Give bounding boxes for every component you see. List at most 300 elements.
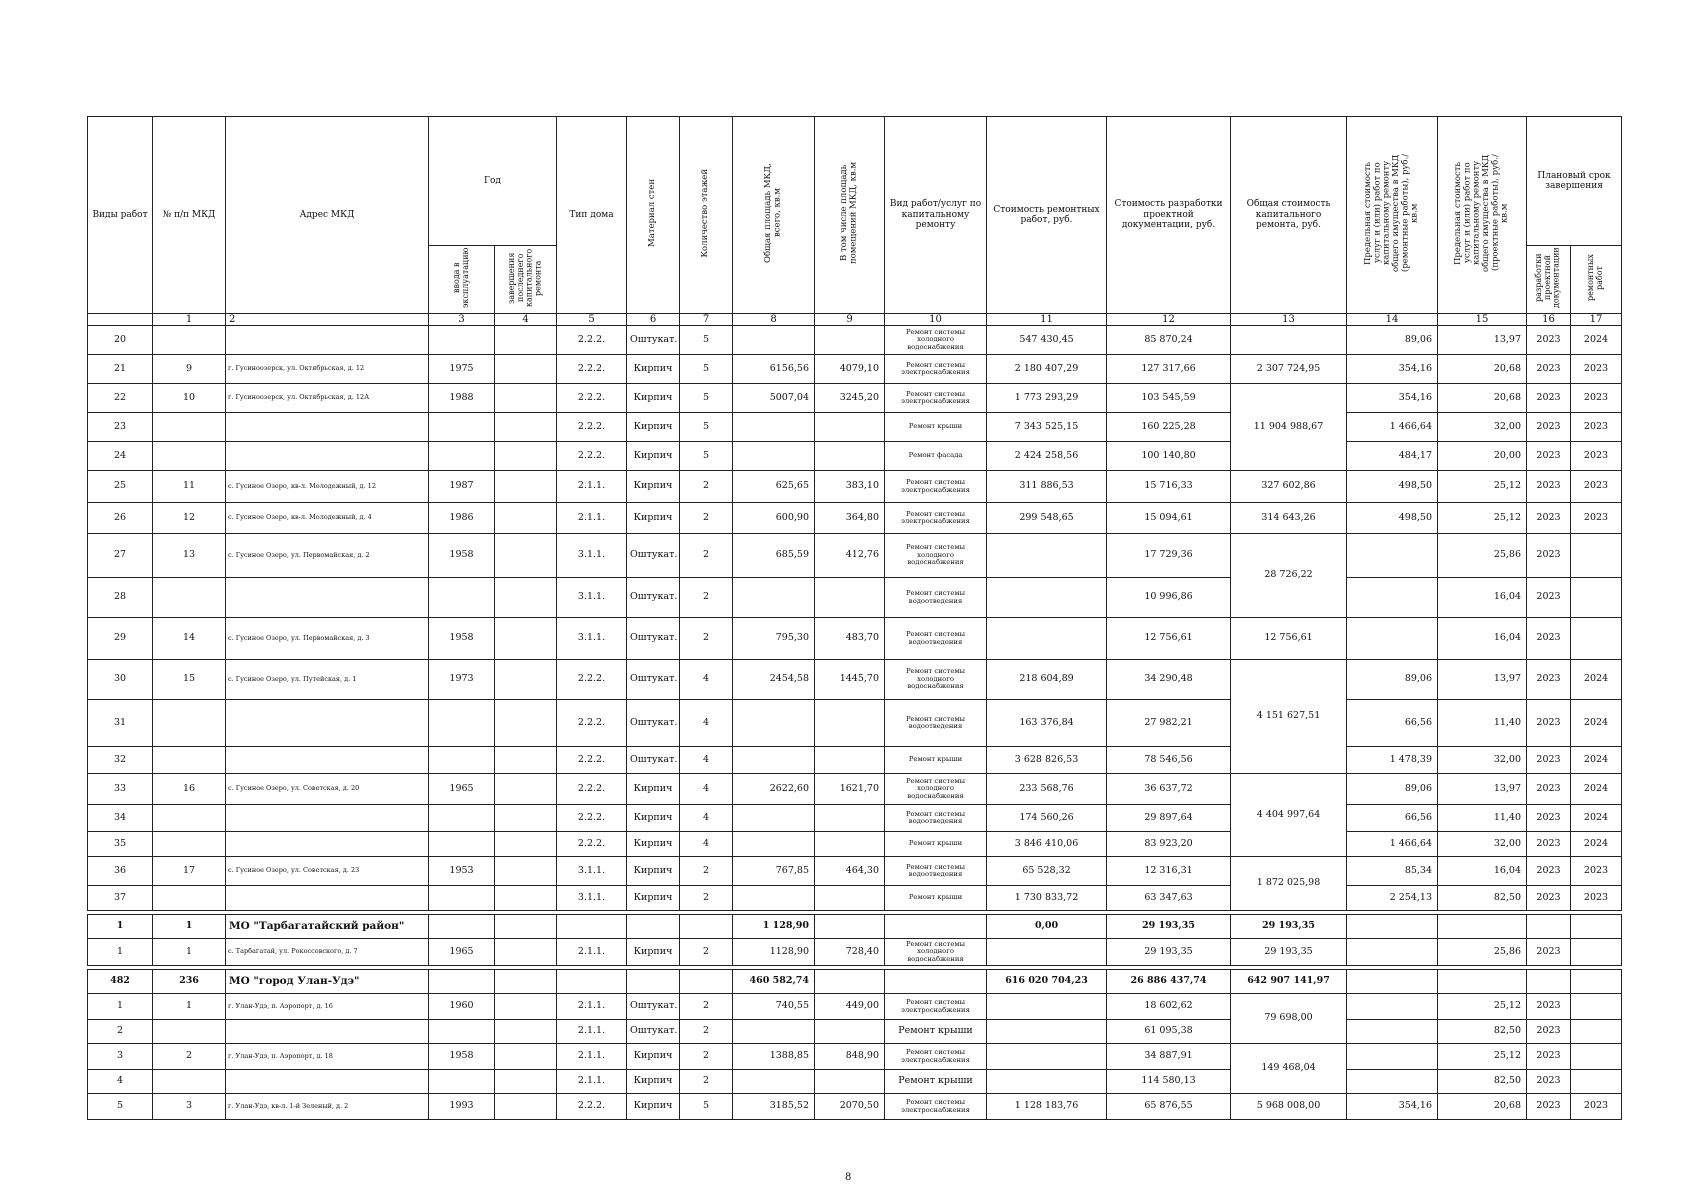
capital-repair-table-sheet (87, 116, 1621, 1120)
cell-num: 16 (153, 774, 226, 805)
cell-house-type: 2.1.1. (557, 939, 627, 966)
cell-floors: 4 (680, 805, 733, 832)
cell-year (429, 886, 495, 911)
table-row (88, 442, 1622, 471)
cell-repair-cost (987, 1020, 1107, 1044)
cell-total-cost: 314 643,26 (1231, 503, 1347, 534)
header-repair-cost: Стоимость ремонтных работ, руб. (987, 117, 1107, 314)
cell-house-type: 2.1.1. (557, 1020, 627, 1044)
cell-total-cost: 79 698,00 (1231, 994, 1347, 1044)
cell-work: Ремонт системы водоотведения (885, 805, 987, 832)
cell-repair-cost: 299 548,65 (987, 503, 1107, 534)
cell-num: 14 (153, 618, 226, 660)
cell-wall: Оштукат. (627, 700, 680, 747)
cell-design-cost: 27 982,21 (1107, 700, 1231, 747)
municipality-name: МО "город Улан-Удэ" (226, 970, 429, 994)
cell-wall: Кирпич (627, 774, 680, 805)
header-year-commission: ввода в эксплуатацию (429, 246, 495, 314)
cell-work: Ремонт системы водоотведения (885, 700, 987, 747)
cell-work-type: 1 (88, 939, 153, 966)
cell-year: 1958 (429, 1044, 495, 1070)
cell-num (153, 1020, 226, 1044)
cell-deadline-repair: 2023 (1571, 384, 1622, 413)
cell-house-type: 2.2.2. (557, 700, 627, 747)
cell-deadline-repair (1571, 994, 1622, 1020)
table-row (88, 326, 1622, 355)
col-num: 5 (557, 314, 627, 326)
cell-work: Ремонт крыши (885, 886, 987, 911)
header-deadline-design: разработки проектной документации (1527, 246, 1571, 314)
cell-house-type: 3.1.1. (557, 534, 627, 578)
cell-num: 1 (153, 939, 226, 966)
cell-num: 10 (153, 384, 226, 413)
cell-house-type: 2.1.1. (557, 471, 627, 503)
cell-deadline-design: 2023 (1527, 994, 1571, 1020)
cell-total-cost: 327 602,86 (1231, 471, 1347, 503)
cell-floors: 2 (680, 503, 733, 534)
cell-address (226, 1020, 429, 1044)
cell-deadline-design: 2023 (1527, 886, 1571, 911)
cell-floors: 5 (680, 442, 733, 471)
table-row (88, 534, 1622, 578)
cell-year (429, 1070, 495, 1094)
cell-total-cost: 4 151 627,51 (1231, 660, 1347, 774)
cell-limit-design: 82,50 (1438, 1020, 1527, 1044)
cell-limit-design: 25,86 (1438, 534, 1527, 578)
municipality-total-cost: 642 907 141,97 (1231, 970, 1347, 994)
cell-house-type: 2.2.2. (557, 660, 627, 700)
cell-total-cost: 2 307 724,95 (1231, 355, 1347, 384)
cell-floors: 2 (680, 618, 733, 660)
cell-year: 1987 (429, 471, 495, 503)
cell-empty (680, 915, 733, 939)
cell-deadline-repair: 2023 (1571, 857, 1622, 886)
cell-empty (495, 970, 557, 994)
col-num: 2 (226, 314, 429, 326)
cell-limit-repair: 89,06 (1347, 774, 1438, 805)
cell-area (733, 413, 815, 442)
cell-house-type: 2.1.1. (557, 1044, 627, 1070)
cell-num (153, 578, 226, 618)
cell-limit-repair: 2 254,13 (1347, 886, 1438, 911)
cell-deadline-design: 2023 (1527, 774, 1571, 805)
municipality-repair-cost: 0,00 (987, 915, 1107, 939)
cell-empty (1527, 915, 1571, 939)
cell-total-cost: 5 968 008,00 (1231, 1094, 1347, 1120)
table-row (88, 618, 1622, 660)
cell-limit-repair: 498,50 (1347, 471, 1438, 503)
cell-house-type: 3.1.1. (557, 857, 627, 886)
cell-work: Ремонт системы электроснабжения (885, 994, 987, 1020)
cell-deadline-design: 2023 (1527, 413, 1571, 442)
cell-year-repair (495, 384, 557, 413)
cell-premises: 464,30 (815, 857, 885, 886)
cell-wall: Оштукат. (627, 994, 680, 1020)
cell-wall: Кирпич (627, 355, 680, 384)
table-body (88, 326, 1622, 1120)
cell-work-type: 22 (88, 384, 153, 413)
cell-empty (885, 970, 987, 994)
municipality-total-cost: 29 193,35 (1231, 915, 1347, 939)
cell-limit-repair: 66,56 (1347, 700, 1438, 747)
cell-work: Ремонт крыши (885, 1070, 987, 1094)
cell-num (153, 832, 226, 857)
col-num: 17 (1571, 314, 1622, 326)
cell-address (226, 747, 429, 774)
cell-design-cost: 17 729,36 (1107, 534, 1231, 578)
cell-premises (815, 1020, 885, 1044)
cell-deadline-design: 2023 (1527, 1070, 1571, 1094)
cell-address (226, 326, 429, 355)
header-work-type: Виды работ (88, 117, 153, 314)
table-row (88, 1070, 1622, 1094)
cell-design-cost: 65 876,55 (1107, 1094, 1231, 1120)
cell-premises: 483,70 (815, 618, 885, 660)
cell-year: 1988 (429, 384, 495, 413)
cell-area (733, 700, 815, 747)
cell-address: с. Гусиное Озеро, ул. Советская, д. 23 (226, 857, 429, 886)
cell-num (153, 442, 226, 471)
cell-num: 3 (153, 1094, 226, 1120)
cell-work: Ремонт крыши (885, 1020, 987, 1044)
cell-num: 12 (153, 503, 226, 534)
cell-limit-design: 82,50 (1438, 1070, 1527, 1094)
cell-premises: 728,40 (815, 939, 885, 966)
cell-repair-cost (987, 939, 1107, 966)
cell-year (429, 326, 495, 355)
cell-total-cost: 29 193,35 (1231, 939, 1347, 966)
cell-design-cost: 29 897,64 (1107, 805, 1231, 832)
cell-wall: Оштукат. (627, 326, 680, 355)
cell-deadline-repair: 2024 (1571, 326, 1622, 355)
cell-wall: Кирпич (627, 832, 680, 857)
cell-design-cost: 160 225,28 (1107, 413, 1231, 442)
cell-total-cost: 4 404 997,64 (1231, 774, 1347, 857)
cell-repair-cost: 174 560,26 (987, 805, 1107, 832)
cell-deadline-design: 2023 (1527, 384, 1571, 413)
cell-total-cost: 149 468,04 (1231, 1044, 1347, 1094)
cell-premises (815, 326, 885, 355)
cell-year-repair (495, 1070, 557, 1094)
col-num: 13 (1231, 314, 1347, 326)
table-row (88, 503, 1622, 534)
cell-year-repair (495, 1020, 557, 1044)
cell-premises: 383,10 (815, 471, 885, 503)
cell-year (429, 805, 495, 832)
cell-repair-cost: 7 343 525,15 (987, 413, 1107, 442)
cell-wall: Кирпич (627, 503, 680, 534)
cell-floors: 5 (680, 384, 733, 413)
cell-address: с. Гусиное Озеро, ул. Первомайская, д. 2 (226, 534, 429, 578)
cell-design-cost: 34 290,48 (1107, 660, 1231, 700)
cell-work: Ремонт системы холодного водоснабжения (885, 326, 987, 355)
cell-deadline-repair: 2024 (1571, 805, 1622, 832)
cell-deadline-design: 2023 (1527, 578, 1571, 618)
cell-floors: 4 (680, 660, 733, 700)
cell-limit-design: 11,40 (1438, 805, 1527, 832)
cell-address (226, 413, 429, 442)
cell-year: 1973 (429, 660, 495, 700)
cell-work-type: 20 (88, 326, 153, 355)
table-header (88, 117, 1622, 326)
col-num: 15 (1438, 314, 1527, 326)
cell-area: 795,30 (733, 618, 815, 660)
header-mkd-number: № п/п МКД (153, 117, 226, 314)
cell-empty (429, 970, 495, 994)
cell-design-cost: 103 545,59 (1107, 384, 1231, 413)
cell-limit-repair (1347, 1070, 1438, 1094)
cell-limit-repair: 1 466,64 (1347, 413, 1438, 442)
cell-deadline-design: 2023 (1527, 618, 1571, 660)
cell-limit-design: 82,50 (1438, 886, 1527, 911)
cell-design-cost: 127 317,66 (1107, 355, 1231, 384)
cell-house-type: 2.2.2. (557, 805, 627, 832)
cell-work-type: 2 (88, 1020, 153, 1044)
cell-work-type: 25 (88, 471, 153, 503)
cell-limit-design: 13,97 (1438, 326, 1527, 355)
cell-work-type: 33 (88, 774, 153, 805)
cell-floors: 4 (680, 774, 733, 805)
cell-area: 6156,56 (733, 355, 815, 384)
cell-design-cost: 63 347,63 (1107, 886, 1231, 911)
cell-area (733, 326, 815, 355)
cell-deadline-repair: 2024 (1571, 832, 1622, 857)
cell-work-type: 30 (88, 660, 153, 700)
cell-repair-cost (987, 578, 1107, 618)
cell-empty (885, 915, 987, 939)
cell-house-type: 2.1.1. (557, 503, 627, 534)
cell-repair-cost (987, 618, 1107, 660)
cell-work-type: 5 (88, 1094, 153, 1120)
cell-empty (495, 915, 557, 939)
cell-floors: 5 (680, 1094, 733, 1120)
cell-area: 685,59 (733, 534, 815, 578)
cell-year-repair (495, 1044, 557, 1070)
cell-house-type: 2.2.2. (557, 747, 627, 774)
cell-work: Ремонт системы водоотведения (885, 618, 987, 660)
cell-limit-design: 11,40 (1438, 700, 1527, 747)
cell-wall: Кирпич (627, 857, 680, 886)
cell-year-repair (495, 774, 557, 805)
cell-year-repair (495, 857, 557, 886)
cell-year: 1958 (429, 618, 495, 660)
header-design-cost: Стоимость разработки проектной документации, руб. (1107, 117, 1231, 314)
municipality-name: МО "Тарбагатайский район" (226, 915, 429, 939)
cell-year-repair (495, 326, 557, 355)
cell-empty (627, 970, 680, 994)
cell-design-cost: 34 887,91 (1107, 1044, 1231, 1070)
cell-num: 17 (153, 857, 226, 886)
cell-repair-cost: 2 424 258,56 (987, 442, 1107, 471)
cell-year (429, 578, 495, 618)
cell-deadline-design: 2023 (1527, 832, 1571, 857)
cell-area (733, 832, 815, 857)
cell-design-cost: 15 094,61 (1107, 503, 1231, 534)
cell-year-repair (495, 442, 557, 471)
cell-deadline-design: 2023 (1527, 700, 1571, 747)
cell-floors: 2 (680, 1044, 733, 1070)
cell-work-type: 23 (88, 413, 153, 442)
cell-limit-design: 20,68 (1438, 355, 1527, 384)
cell-repair-cost: 218 604,89 (987, 660, 1107, 700)
cell-area (733, 1070, 815, 1094)
cell-area (733, 805, 815, 832)
cell-limit-design: 20,68 (1438, 384, 1527, 413)
cell-work-type: 482 (88, 970, 153, 994)
cell-year-repair (495, 886, 557, 911)
cell-limit-repair (1347, 1020, 1438, 1044)
cell-year-repair (495, 994, 557, 1020)
cell-limit-design: 16,04 (1438, 857, 1527, 886)
cell-repair-cost: 163 376,84 (987, 700, 1107, 747)
cell-work-type: 26 (88, 503, 153, 534)
cell-design-cost: 85 870,24 (1107, 326, 1231, 355)
cell-total-cost: 11 904 988,67 (1231, 384, 1347, 471)
cell-repair-cost: 3 628 826,53 (987, 747, 1107, 774)
cell-wall: Кирпич (627, 939, 680, 966)
cell-wall: Кирпич (627, 886, 680, 911)
cell-limit-design: 16,04 (1438, 618, 1527, 660)
cell-repair-cost: 2 180 407,29 (987, 355, 1107, 384)
cell-house-type: 2.2.2. (557, 413, 627, 442)
cell-year: 1960 (429, 994, 495, 1020)
cell-repair-cost (987, 1070, 1107, 1094)
cell-house-type: 2.1.1. (557, 994, 627, 1020)
cell-area: 740,55 (733, 994, 815, 1020)
col-num: 16 (1527, 314, 1571, 326)
cell-year-repair (495, 503, 557, 534)
table-row (88, 578, 1622, 618)
cell-wall: Кирпич (627, 1070, 680, 1094)
cell-work-type: 4 (88, 1070, 153, 1094)
cell-work-type: 3 (88, 1044, 153, 1070)
cell-premises: 4079,10 (815, 355, 885, 384)
cell-area: 767,85 (733, 857, 815, 886)
cell-work: Ремонт системы холодного водоснабжения (885, 534, 987, 578)
cell-work: Ремонт системы электроснабжения (885, 503, 987, 534)
cell-num (153, 413, 226, 442)
header-wall-material: Материал стен (627, 117, 680, 314)
cell-year (429, 442, 495, 471)
cell-design-cost: 18 602,62 (1107, 994, 1231, 1020)
cell-year-repair (495, 939, 557, 966)
header-deadline: Плановый срок завершения (1527, 117, 1622, 246)
cell-deadline-design: 2023 (1527, 660, 1571, 700)
cell-address: г. Гусиноозерск, ул. Октябрьская, д. 12 (226, 355, 429, 384)
cell-year-repair (495, 700, 557, 747)
cell-wall: Кирпич (627, 471, 680, 503)
cell-house-type: 3.1.1. (557, 886, 627, 911)
cell-deadline-design: 2023 (1527, 1094, 1571, 1120)
cell-work-type: 32 (88, 747, 153, 774)
cell-empty (1527, 970, 1571, 994)
cell-premises: 2070,50 (815, 1094, 885, 1120)
cell-deadline-design: 2023 (1527, 857, 1571, 886)
cell-premises (815, 832, 885, 857)
cell-work-type: 36 (88, 857, 153, 886)
cell-address: г. Улан-Удэ, кв-л. 1-й Зеленый, д. 2 (226, 1094, 429, 1120)
cell-wall: Кирпич (627, 384, 680, 413)
cell-work: Ремонт крыши (885, 832, 987, 857)
cell-num (153, 747, 226, 774)
cell-wall: Оштукат. (627, 1020, 680, 1044)
cell-premises: 364,80 (815, 503, 885, 534)
cell-wall: Кирпич (627, 1044, 680, 1070)
cell-premises (815, 413, 885, 442)
cell-wall: Оштукат. (627, 660, 680, 700)
table-row (88, 805, 1622, 832)
cell-work: Ремонт системы холодного водоснабжения (885, 939, 987, 966)
cell-area (733, 442, 815, 471)
cell-limit-repair (1347, 534, 1438, 578)
cell-work-type: 1 (88, 915, 153, 939)
cell-limit-repair: 1 478,39 (1347, 747, 1438, 774)
cell-work: Ремонт системы электроснабжения (885, 471, 987, 503)
cell-num (153, 700, 226, 747)
cell-wall: Кирпич (627, 805, 680, 832)
cell-repair-cost (987, 994, 1107, 1020)
cell-work: Ремонт системы холодного водоснабжения (885, 660, 987, 700)
cell-floors: 2 (680, 886, 733, 911)
table-row (88, 700, 1622, 747)
header-limit-repair: Предельная стоимость услуг и (или) работ по капитальному ремонту общего имущества в МКД (ремонтные работы), руб./кв.м (1347, 117, 1438, 314)
cell-work: Ремонт системы холодного водоснабжения (885, 774, 987, 805)
cell-num (153, 805, 226, 832)
cell-total-cost: 28 726,22 (1231, 534, 1347, 618)
cell-limit-design: 20,00 (1438, 442, 1527, 471)
table-row (88, 413, 1622, 442)
cell-floors: 5 (680, 326, 733, 355)
cell-wall: Оштукат. (627, 534, 680, 578)
cell-limit-repair: 89,06 (1347, 326, 1438, 355)
cell-floors: 4 (680, 700, 733, 747)
cell-address: с. Гусиное Озеро, ул. Первомайская, д. 3 (226, 618, 429, 660)
cell-house-type: 2.2.2. (557, 832, 627, 857)
cell-design-cost: 15 716,33 (1107, 471, 1231, 503)
cell-deadline-design: 2023 (1527, 1044, 1571, 1070)
cell-address: с. Тарбагатай, ул. Рокоссовского, д. 7 (226, 939, 429, 966)
cell-area (733, 578, 815, 618)
cell-repair-cost: 3 846 410,06 (987, 832, 1107, 857)
cell-address (226, 578, 429, 618)
cell-wall: Оштукат. (627, 747, 680, 774)
cell-empty (1347, 970, 1438, 994)
cell-num: 2 (153, 1044, 226, 1070)
cell-wall: Кирпич (627, 413, 680, 442)
cell-deadline-design: 2023 (1527, 503, 1571, 534)
col-num: 1 (153, 314, 226, 326)
cell-limit-design: 25,86 (1438, 939, 1527, 966)
col-num: 7 (680, 314, 733, 326)
table-row (88, 471, 1622, 503)
cell-deadline-design: 2023 (1527, 534, 1571, 578)
cell-repair-cost: 233 568,76 (987, 774, 1107, 805)
cell-floors: 2 (680, 857, 733, 886)
cell-area: 1128,90 (733, 939, 815, 966)
cell-premises: 1445,70 (815, 660, 885, 700)
cell-deadline-design: 2023 (1527, 471, 1571, 503)
cell-year-repair (495, 832, 557, 857)
cell-empty (627, 915, 680, 939)
cell-area (733, 886, 815, 911)
cell-limit-repair: 354,16 (1347, 384, 1438, 413)
table-row (88, 994, 1622, 1020)
cell-deadline-repair (1571, 578, 1622, 618)
header-work-kind: Вид работ/услуг по капитальному ремонту (885, 117, 987, 314)
cell-repair-cost: 1 128 183,76 (987, 1094, 1107, 1120)
cell-area: 3185,52 (733, 1094, 815, 1120)
col-num: 9 (815, 314, 885, 326)
